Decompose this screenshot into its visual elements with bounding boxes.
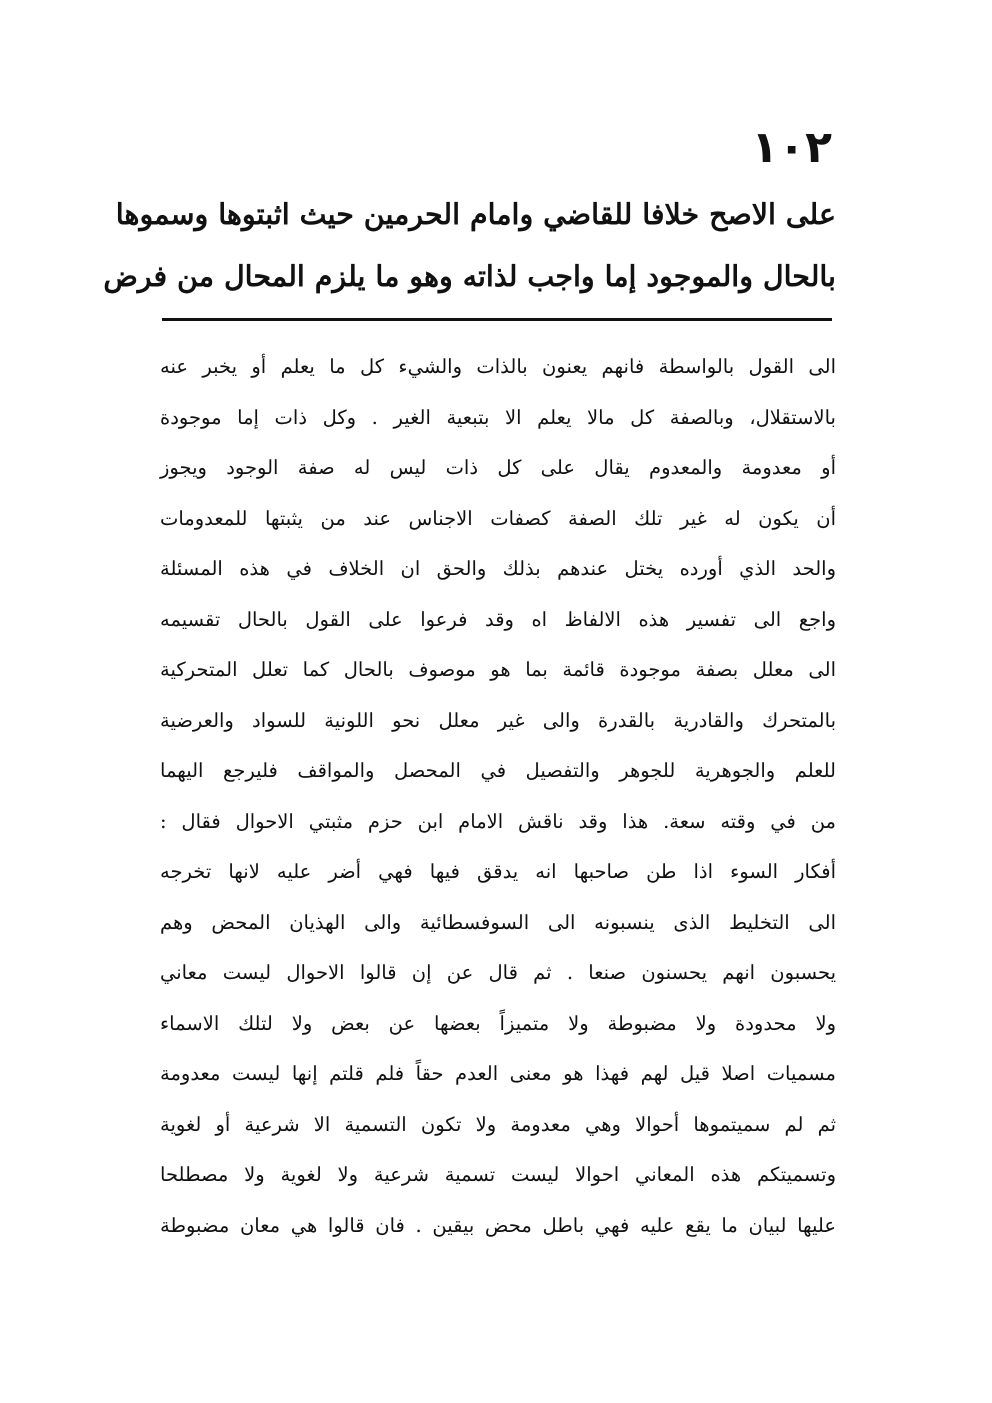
footnote-line: أفكار السوء اذا طن صاحبها انه يدقق فيها فهي أضر عليه لانها تخرجه xyxy=(160,860,836,883)
footnote-line: بالمتحرك والقادرية بالقدرة والى غير معلل نحو اللونية للسواد والعرضية xyxy=(160,708,836,732)
main-text xyxy=(103,183,836,307)
footnote-line: عليها لبيان ما يقع عليه فهي باطل محض بيقين . فان قالوا هي معان مضبوطة xyxy=(160,1213,836,1237)
footnote-line: للعلم والجوهرية للجوهر والتفصيل في المحصل والمواقف فليرجع اليهما xyxy=(160,759,836,782)
footnote-block xyxy=(160,342,836,1251)
footnote-divider xyxy=(162,318,832,321)
footnote-line: أن يكون له غير تلك الصفة كصفات الاجناس عند من يثبتها للمعدومات xyxy=(160,506,836,530)
footnote-line: وتسميتكم هذه المعاني احوالا ليست تسمية شرعية ولا لغوية ولا مصطلحا xyxy=(160,1163,836,1186)
footnote-line: مسميات اصلا قيل لهم فهذا هو معنى العدم حقاً فلم قلتم إنها ليست معدومة xyxy=(160,1062,836,1085)
page-number: ١٠٢ xyxy=(751,122,832,173)
footnote-line: ولا محدودة ولا مضبوطة ولا متميزاً بعضها عن بعض ولا لتلك الاسماء xyxy=(160,1011,836,1035)
footnote-line: أو معدومة والمعدوم يقال على كل ذات ليس له صفة الوجود ويجوز xyxy=(160,456,836,479)
footnote-line: من في وقته سعة. هذا وقد ناقش الامام ابن حزم مثبتي الاحوال فقال : xyxy=(160,809,836,833)
footnote-line: الى التخليط الذى ينسبونه الى السوفسطائية والى الهذيان المحض وهم xyxy=(160,910,836,934)
footnote-line: ثم لم سميتموها أحوالا وهي معدومة ولا تكون التسمية الا شرعية أو لغوية xyxy=(160,1112,836,1136)
footnote-line: والحد الذي أورده يختل عندهم بذلك والحق ان الخلاف في هذه المسئلة xyxy=(160,557,836,580)
footnote-line: يحسبون انهم يحسنون صنعا . ثم قال عن إن قالوا الاحوال ليست معاني xyxy=(160,961,836,984)
footnote-line: واجع الى تفسير هذه الالفاظ اه وقد فرعوا على القول بالحال تقسيمه xyxy=(160,607,836,631)
footnote-line: الى معلل بصفة موجودة قائمة بما هو موصوف بالحال كما تعلل المتحركية xyxy=(160,658,836,681)
main-text-line: بالحال والموجود إما واجب لذاته وهو ما يلزم المحال من فرض xyxy=(103,259,836,293)
footnote-line: بالاستقلال، وبالصفة كل مالا يعلم الا بتبعية الغير . وكل ذات إما موجودة xyxy=(160,405,836,429)
main-text-line: على الاصح خلافا للقاضي وامام الحرمين حيث اثبتوها وسموها xyxy=(115,197,836,231)
footnote-line: الى القول بالواسطة فانهم يعنون بالذات والشيء كل ما يعلم أو يخبر عنه xyxy=(160,355,836,378)
